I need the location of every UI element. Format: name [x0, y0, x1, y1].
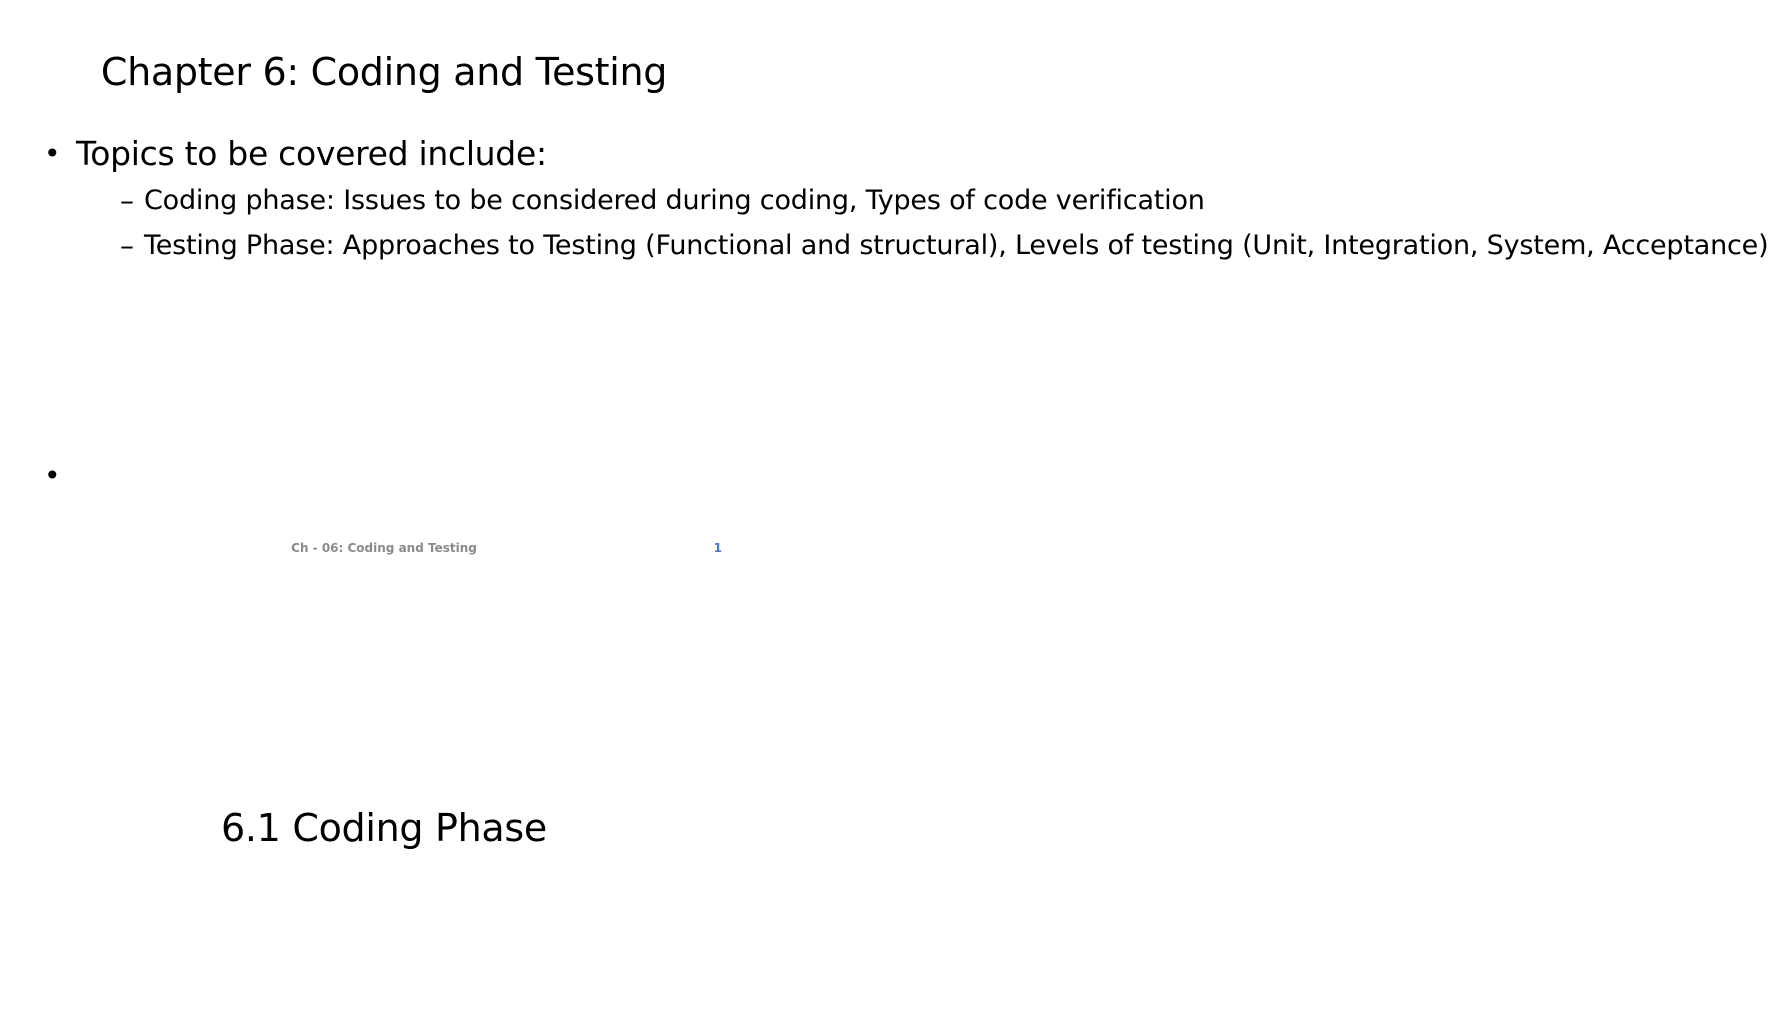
bullet-marker: •: [44, 137, 61, 170]
dash-marker: –: [120, 229, 134, 262]
bullet-text: Topics to be covered include:: [76, 134, 547, 173]
sub-bullet-list: [76, 182, 1768, 264]
slide-footer: Ch - 06: Coding and Testing: [291, 541, 477, 555]
dash-marker: –: [120, 184, 134, 217]
sub-bullet-item: [84, 182, 1205, 219]
bullet-item: [40, 132, 1768, 264]
sub-bullet-item: [84, 227, 1768, 264]
sub-bullet-text: Coding phase: Issues to be considered during coding, Types of code verification: [144, 185, 1205, 216]
slide-2: [0, 576, 768, 1024]
empty-bullet-marker: •: [44, 459, 61, 492]
bullet-list: [40, 132, 1768, 272]
page-number: 1: [713, 541, 722, 555]
sub-bullet-text: Testing Phase: Approaches to Testing (Functional and structural), Levels of testing (Unit, Integration, System, Acceptance): [144, 230, 1768, 261]
slide-title: Chapter 6: Coding and Testing: [100, 50, 668, 94]
section-title: 6.1 Coding Phase: [221, 806, 547, 850]
